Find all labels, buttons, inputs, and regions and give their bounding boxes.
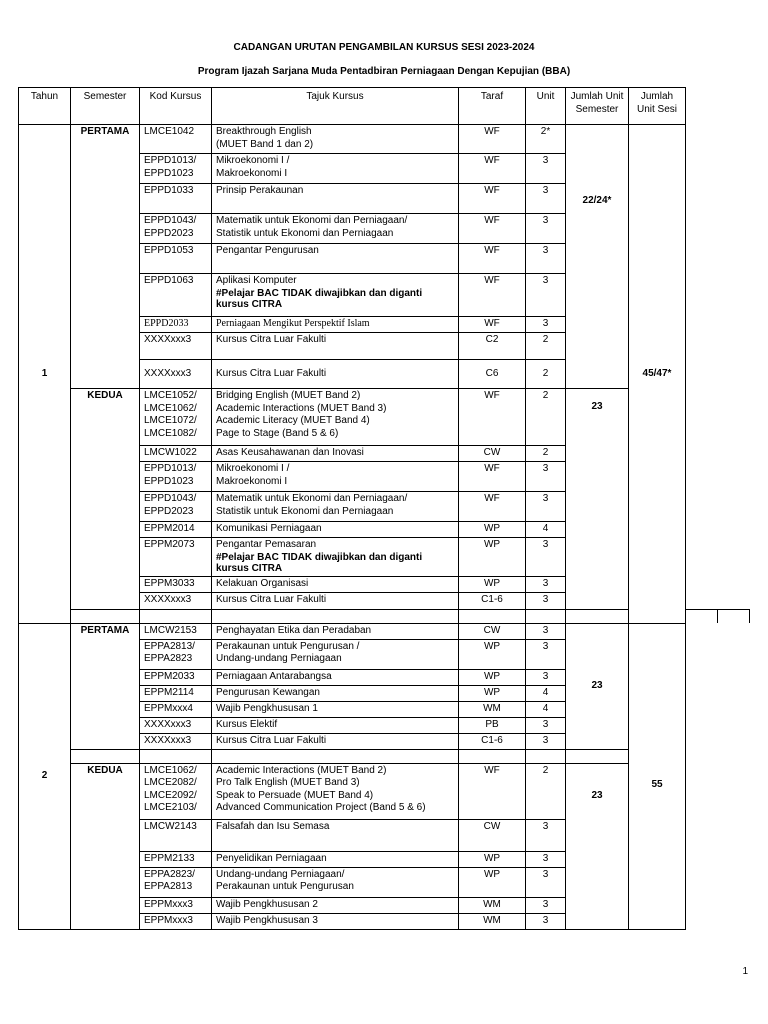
- course-title: Breakthrough English (MUET Band 1 dan 2): [212, 125, 459, 154]
- course-taraf: WF: [459, 763, 526, 819]
- course-taraf: C2: [459, 333, 526, 360]
- course-code: EPPA2813/ EPPA2823: [140, 639, 212, 669]
- course-taraf: WF: [459, 274, 526, 317]
- header-kod: Kod Kursus: [140, 88, 212, 125]
- course-taraf: WM: [459, 897, 526, 913]
- course-note: #Pelajar BAC TIDAK diwajibkan dan diganti kursus CITRA: [216, 287, 423, 310]
- year-cell: 2: [19, 623, 71, 929]
- course-code: LMCW2153: [140, 623, 212, 639]
- course-unit: 3: [526, 623, 566, 639]
- course-unit: 3: [526, 462, 566, 492]
- course-code: EPPD1033: [140, 184, 212, 214]
- course-code: EPPD1013/ EPPD1023: [140, 154, 212, 184]
- course-taraf: WP: [459, 685, 526, 701]
- course-code: LMCE1042: [140, 125, 212, 154]
- course-taraf: CW: [459, 446, 526, 462]
- course-title: Kursus Elektif: [212, 717, 459, 733]
- course-unit: 3: [526, 913, 566, 929]
- course-unit: 4: [526, 685, 566, 701]
- course-unit: 3: [526, 214, 566, 244]
- course-title: Matematik untuk Ekonomi dan Perniagaan/ Statistik untuk Ekonomi dan Perniagaan: [212, 214, 459, 244]
- course-taraf: WF: [459, 389, 526, 446]
- header-tahun: Tahun: [19, 88, 71, 125]
- course-unit: 2*: [526, 125, 566, 154]
- course-unit: 3: [526, 639, 566, 669]
- course-taraf: WP: [459, 639, 526, 669]
- course-title: Undang-undang Perniagaan/ Perakaunan untuk Pengurusan: [212, 867, 459, 897]
- course-title: Kursus Citra Luar Fakulti: [212, 360, 459, 389]
- course-title: Asas Keusahawanan dan Inovasi: [212, 446, 459, 462]
- course-taraf: WF: [459, 492, 526, 522]
- course-unit: 2: [526, 446, 566, 462]
- header-semester: Semester: [71, 88, 140, 125]
- course-unit: 2: [526, 360, 566, 389]
- page-number: 1: [742, 966, 748, 977]
- course-title: Komunikasi Perniagaan: [212, 522, 459, 538]
- course-title: Aplikasi Komputer #Pelajar BAC TIDAK diwajibkan dan diganti kursus CITRA: [212, 274, 459, 317]
- course-title: Mikroekonomi I / Makroekonomi I: [212, 462, 459, 492]
- course-title: Kursus Citra Luar Fakulti: [212, 592, 459, 609]
- semester-total: 23: [566, 623, 629, 749]
- header-taraf: Taraf: [459, 88, 526, 125]
- course-code: EPPD1053: [140, 244, 212, 274]
- course-code: EPPMxxx3: [140, 897, 212, 913]
- course-unit: 2: [526, 389, 566, 446]
- course-unit: 3: [526, 244, 566, 274]
- course-taraf: WP: [459, 669, 526, 685]
- course-code: XXXXxxx3: [140, 333, 212, 360]
- course-code: LMCE1062/ LMCE2082/ LMCE2092/ LMCE2103/: [140, 763, 212, 819]
- course-title: Kursus Citra Luar Fakulti: [212, 733, 459, 749]
- course-unit: 3: [526, 592, 566, 609]
- course-taraf: WP: [459, 851, 526, 867]
- course-code: XXXXxxx3: [140, 360, 212, 389]
- course-taraf: WF: [459, 462, 526, 492]
- course-unit: 2: [526, 333, 566, 360]
- course-code: EPPA2823/ EPPA2813: [140, 867, 212, 897]
- header-jumlah-semester: Jumlah Unit Semester: [566, 88, 629, 125]
- course-title: Bridging English (MUET Band 2) Academic Interactions (MUET Band 3) Academic Literacy (MUET Band 4) Page to Stage (Band 5 & 6): [212, 389, 459, 446]
- course-unit: 3: [526, 317, 566, 333]
- session-total: 45/47*: [629, 125, 686, 624]
- course-title: Matematik untuk Ekonomi dan Perniagaan/ Statistik untuk Ekonomi dan Perniagaan: [212, 492, 459, 522]
- course-taraf: PB: [459, 717, 526, 733]
- course-taraf: WF: [459, 214, 526, 244]
- course-unit: 3: [526, 274, 566, 317]
- course-code: EPPD2033: [140, 317, 212, 333]
- course-title: Kursus Citra Luar Fakulti: [212, 333, 459, 360]
- course-title: Pengantar Pengurusan: [212, 244, 459, 274]
- course-code: EPPM2033: [140, 669, 212, 685]
- course-unit: 3: [526, 669, 566, 685]
- course-unit: 3: [526, 154, 566, 184]
- course-code: EPPM3033: [140, 576, 212, 592]
- course-code: EPPM2073: [140, 538, 212, 577]
- course-code: EPPD1043/ EPPD2023: [140, 492, 212, 522]
- course-code: EPPD1043/ EPPD2023: [140, 214, 212, 244]
- course-title: Pengantar Pemasaran #Pelajar BAC TIDAK diwajibkan dan diganti kursus CITRA: [212, 538, 459, 577]
- course-code: EPPMxxx3: [140, 913, 212, 929]
- course-code: EPPM2114: [140, 685, 212, 701]
- course-code: XXXXxxx3: [140, 717, 212, 733]
- course-taraf: WM: [459, 701, 526, 717]
- course-taraf: WP: [459, 576, 526, 592]
- course-code: XXXXxxx3: [140, 733, 212, 749]
- course-title: Mikroekonomi I / Makroekonomi I: [212, 154, 459, 184]
- semester-total: 23: [566, 389, 629, 610]
- course-title: Pengurusan Kewangan: [212, 685, 459, 701]
- document-subtitle: Program Ijazah Sarjana Muda Pentadbiran Perniagaan Dengan Kepujian (BBA): [197, 66, 571, 77]
- course-title: Perakaunan untuk Pengurusan / Undang-undang Perniagaan: [212, 639, 459, 669]
- course-code: LMCW2143: [140, 819, 212, 851]
- semester-cell: KEDUA: [71, 763, 140, 929]
- course-title: Academic Interactions (MUET Band 2) Pro Talk English (MUET Band 3) Speak to Persuade (MUET Band 4) Advanced Communication Project (Band 5 & 6): [212, 763, 459, 819]
- course-unit: 3: [526, 897, 566, 913]
- semester-cell: PERTAMA: [71, 125, 140, 389]
- course-title: Kelakuan Organisasi: [212, 576, 459, 592]
- course-taraf: WP: [459, 538, 526, 577]
- course-taraf: WP: [459, 867, 526, 897]
- course-table: [18, 87, 750, 930]
- course-unit: 3: [526, 819, 566, 851]
- table-row: [19, 125, 750, 154]
- course-taraf: C1-6: [459, 733, 526, 749]
- course-note: #Pelajar BAC TIDAK diwajibkan dan diganti kursus CITRA: [216, 551, 423, 574]
- course-taraf: C1-6: [459, 592, 526, 609]
- semester-cell: PERTAMA: [71, 623, 140, 749]
- header-unit: Unit: [526, 88, 566, 125]
- course-unit: 3: [526, 576, 566, 592]
- course-unit: 4: [526, 701, 566, 717]
- course-unit: 4: [526, 522, 566, 538]
- course-title: Wajib Pengkhususan 1: [212, 701, 459, 717]
- course-title: Wajib Pengkhususan 2: [212, 897, 459, 913]
- course-unit: 2: [526, 763, 566, 819]
- semester-cell: KEDUA: [71, 389, 140, 610]
- course-title: Penyelidikan Perniagaan: [212, 851, 459, 867]
- course-title: Penghayatan Etika dan Peradaban: [212, 623, 459, 639]
- course-taraf: WM: [459, 913, 526, 929]
- course-taraf: CW: [459, 819, 526, 851]
- course-title: Wajib Pengkhususan 3: [212, 913, 459, 929]
- course-title: Perniagaan Antarabangsa: [212, 669, 459, 685]
- course-taraf: WF: [459, 125, 526, 154]
- course-taraf: CW: [459, 623, 526, 639]
- year-cell: 1: [19, 125, 71, 624]
- course-title: Prinsip Perakaunan: [212, 184, 459, 214]
- table-row: [19, 623, 750, 639]
- header-row: [19, 88, 750, 125]
- course-taraf: WF: [459, 154, 526, 184]
- course-taraf: WF: [459, 184, 526, 214]
- course-unit: 3: [526, 184, 566, 214]
- course-taraf: WP: [459, 522, 526, 538]
- header-tajuk: Tajuk Kursus: [212, 88, 459, 125]
- document-title: CADANGAN URUTAN PENGAMBILAN KURSUS SESI 2023-2024: [233, 42, 535, 53]
- course-taraf: WF: [459, 244, 526, 274]
- course-code: EPPMxxx4: [140, 701, 212, 717]
- session-total: 55: [629, 623, 686, 929]
- course-taraf: C6: [459, 360, 526, 389]
- course-title: Falsafah dan Isu Semasa: [212, 819, 459, 851]
- course-unit: 3: [526, 733, 566, 749]
- course-code: XXXXxxx3: [140, 592, 212, 609]
- header-jumlah-sesi: Jumlah Unit Sesi: [629, 88, 686, 125]
- course-unit: 3: [526, 851, 566, 867]
- semester-total: 22/24*: [566, 125, 629, 389]
- course-title: Perniagaan Mengikut Perspektif Islam: [212, 317, 459, 333]
- course-unit: 3: [526, 538, 566, 577]
- course-unit: 3: [526, 492, 566, 522]
- course-code: EPPD1013/ EPPD1023: [140, 462, 212, 492]
- course-code: EPPD1063: [140, 274, 212, 317]
- course-code: EPPM2014: [140, 522, 212, 538]
- course-taraf: WF: [459, 317, 526, 333]
- course-unit: 3: [526, 867, 566, 897]
- course-code: LMCW1022: [140, 446, 212, 462]
- course-code: LMCE1052/ LMCE1062/ LMCE1072/ LMCE1082/: [140, 389, 212, 446]
- course-unit: 3: [526, 717, 566, 733]
- semester-total: 23: [566, 763, 629, 929]
- course-code: EPPM2133: [140, 851, 212, 867]
